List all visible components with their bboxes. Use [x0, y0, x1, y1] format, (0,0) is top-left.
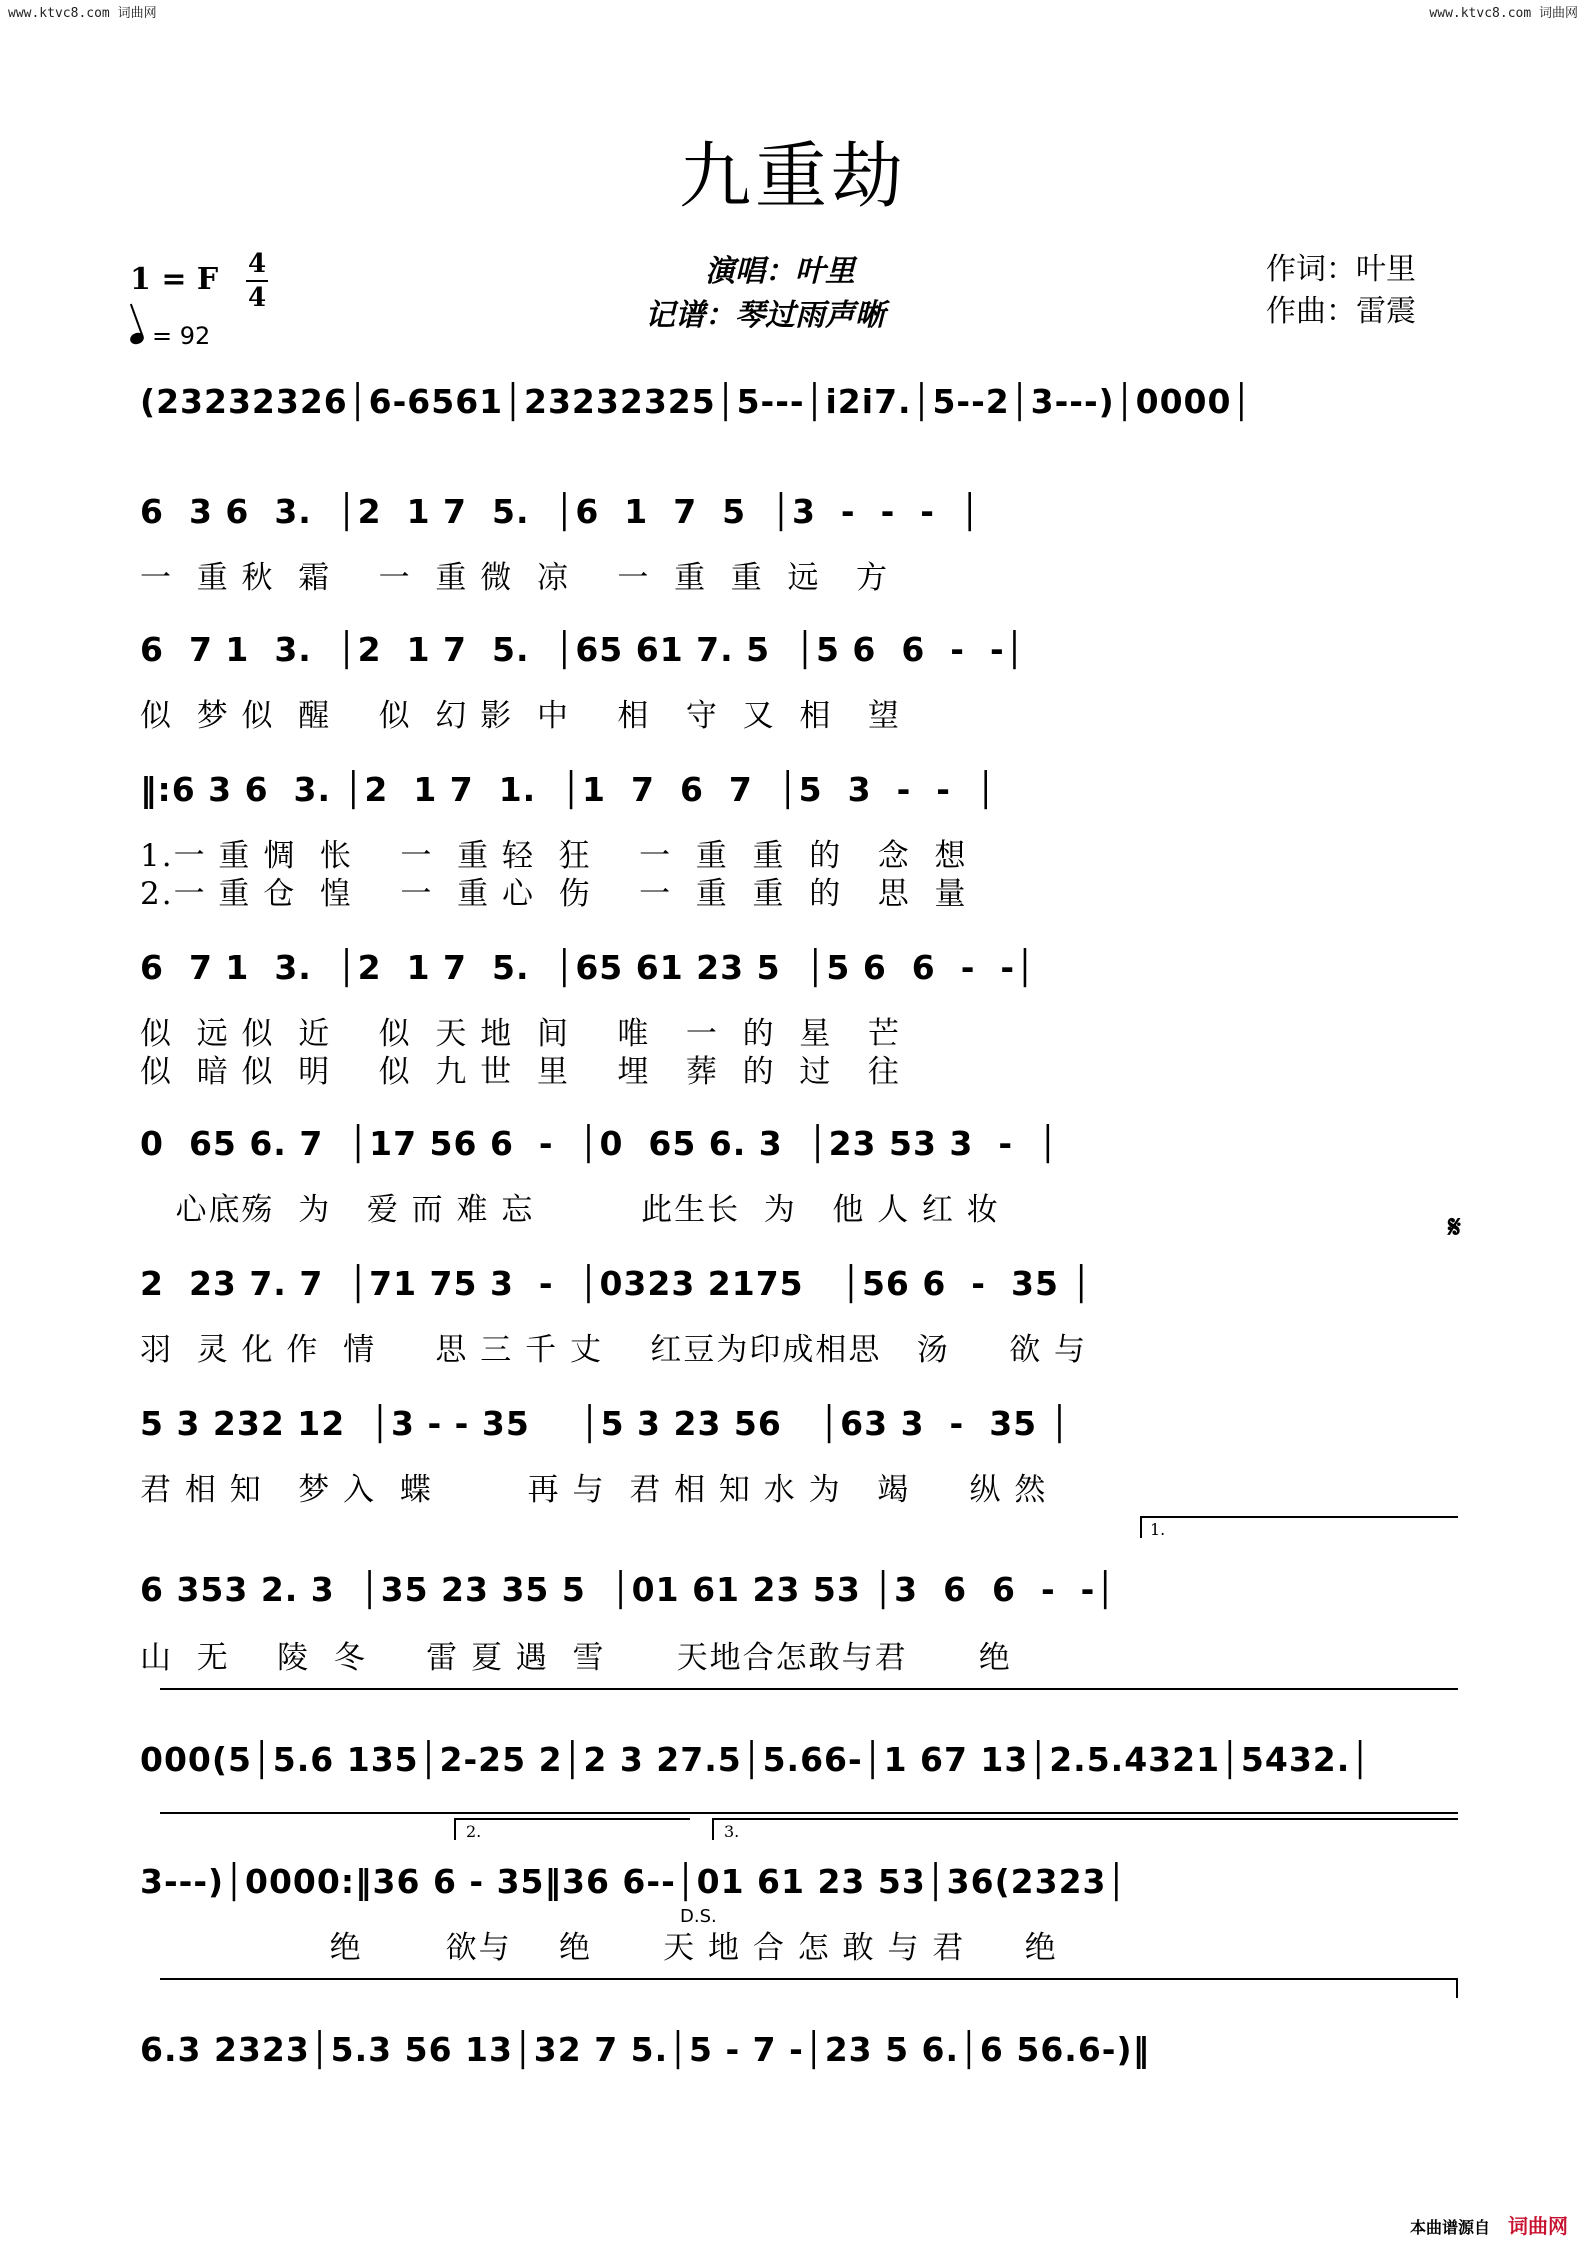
volta-bracket-2-edge — [454, 1818, 456, 1840]
score-system-11: 3---)│0000:‖36 6 - 35‖36 6--│01 61 23 53│36(2323│ — [140, 1862, 1128, 1901]
footer-brand-logo[interactable]: 词曲网 — [1508, 2214, 1568, 2238]
score-system-6: 0 65 6. 7 │17 56 6 - │0 65 6. 3 │23 53 3 - │ — [140, 1124, 1059, 1163]
score-system-3: 6 7 1 3. │2 1 7 5. │65 61 7. 5 │5 6 6 - -│ — [140, 630, 1026, 669]
lyrics-line: 似 远 似 近 似 天 地 间 唯 一 的 星 芒 — [140, 1016, 901, 1052]
lyrics-line: 2.一 重 仓 惶 一 重 心 伤 一 重 重 的 思 量 — [140, 876, 968, 912]
volta-bracket-2 — [454, 1818, 690, 1820]
score-system-12: 6.3 2323│5.3 56 13│32 7 5.│5 - 7 -│23 5 6.│6 56.6-)‖ — [140, 2030, 1151, 2069]
lyricist: 作词：叶里 — [1266, 252, 1416, 287]
time-top: 4 — [247, 249, 267, 279]
rule-line — [160, 1978, 1458, 1980]
header-left: www.ktvc8.com 词曲网 — [8, 6, 157, 21]
score-system-1: (23232326│6-6561│23232325│5---│i2i7.│5--2│3---)│0000│ — [140, 382, 1253, 421]
score-system-5: 6 7 1 3. │2 1 7 5. │65 61 23 5 │5 6 6 - -│ — [140, 948, 1036, 987]
score-system-8: 5 3 232 12 │3 - - 35 │5 3 23 56 │63 3 - 35 │ — [140, 1404, 1071, 1443]
lyrics-line: 君 相 知 梦 入 蝶 再 与 君 相 知 水 为 竭 纵 然 — [140, 1472, 1048, 1508]
volta-bracket-3 — [712, 1818, 1458, 1820]
key-signature: 1 = F — [130, 262, 219, 297]
ending-1-label: 1. — [1150, 1520, 1166, 1539]
lyrics-line: 似 暗 似 明 似 九 世 里 埋 葬 的 过 往 — [140, 1054, 901, 1090]
lyrics-line: 1.一 重 惆 怅 一 重 轻 狂 一 重 重 的 念 想 — [140, 838, 968, 874]
score-system-7: 2 23 7. 7 │71 75 3 - │0323 2175 │56 6 - 35 │ — [140, 1264, 1093, 1303]
ending-3-label: 3. — [724, 1822, 740, 1841]
time-divider — [246, 280, 268, 282]
lyrics-line: 绝 欲与 绝 天 地 合 怎 敢 与 君 绝 — [140, 1930, 1058, 1966]
time-signature — [246, 250, 268, 312]
volta-bracket-1-edge — [1140, 1516, 1142, 1538]
segno-icon: 𝄋 — [1448, 1210, 1461, 1245]
quarter-note-icon — [129, 331, 146, 346]
lyrics-line: 羽 灵 化 作 情 思 三 千 丈 红豆为印成相思 汤 欲 与 — [140, 1332, 1088, 1368]
composer: 作曲：雷震 — [1266, 294, 1416, 329]
footer — [1410, 2210, 1568, 2239]
lyrics-line: 似 梦 似 醒 似 幻 影 中 相 守 又 相 望 — [140, 698, 901, 734]
score-system-4: ‖:6 3 6 3. │2 1 7 1. │1 7 6 7 │5 3 - - │ — [140, 770, 997, 809]
rule-line — [160, 1688, 1458, 1690]
score-system-2: 6 3 6 3. │2 1 7 5. │6 1 7 5 │3 - - - │ — [140, 492, 981, 531]
header-right: www.ktvc8.com 词曲网 — [1429, 6, 1578, 21]
singer: 演唱：叶里 — [705, 254, 855, 289]
transcriber: 记谱：琴过雨声晰 — [645, 298, 885, 333]
footer-source: 本曲谱源自 — [1409, 2218, 1490, 2237]
lyrics-line: 一 重 秋 霜 一 重 微 凉 一 重 重 远 方 — [140, 560, 890, 596]
lyrics-line: 心底殇 为 爱 而 难 忘 此生长 为 他 人 红 妆 — [140, 1192, 1000, 1228]
tempo-value: = 92 — [152, 322, 211, 350]
score-system-10: 000(5│5.6 135│2-25 2│2 3 27.5│5.66-│1 67 13│2.5.4321│5432.│ — [140, 1740, 1372, 1779]
volta-bracket-1 — [1140, 1516, 1458, 1518]
rule-line-edge — [1456, 1978, 1458, 1998]
page-title: 九重劫 — [678, 134, 907, 218]
tempo-marking — [130, 322, 210, 350]
volta-bracket-3-edge — [712, 1818, 714, 1840]
score-system-9: 6 353 2. 3 │35 23 35 5 │01 61 23 53 │3 6 6 - -│ — [140, 1570, 1117, 1609]
lyrics-line: 山 无 陵 冬 雷 夏 遇 雪 天地合怎敢与君 绝 — [140, 1640, 1012, 1676]
time-bottom: 4 — [247, 283, 267, 313]
rule-line — [160, 1812, 1458, 1814]
ending-2-label: 2. — [466, 1822, 482, 1841]
ds-marking: D.S. — [680, 1906, 717, 1927]
